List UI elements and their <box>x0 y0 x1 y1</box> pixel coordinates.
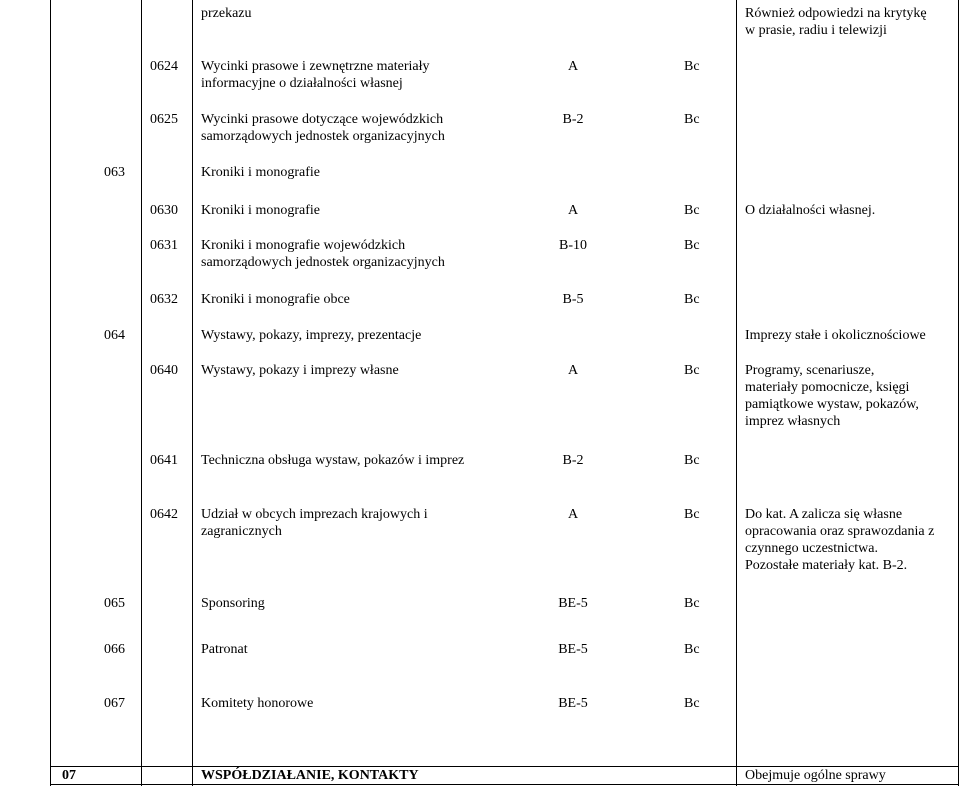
last-row-underline <box>50 784 959 785</box>
row-code: 0640 <box>150 363 178 378</box>
row-name: Kroniki i monografie wojewódzkich samorządowych jednostek organizacyjnych <box>201 238 445 270</box>
row-category-a: BE-5 <box>558 596 588 611</box>
row-name: przekazu <box>201 6 252 21</box>
row-category-a: B-2 <box>562 112 584 127</box>
row-category-a: B-5 <box>562 292 584 307</box>
row-code: 0630 <box>150 203 178 218</box>
row-category-b: Bc <box>684 363 700 378</box>
row-category-b: Bc <box>684 59 700 74</box>
row-code: 0625 <box>150 112 178 127</box>
row-category-a: A <box>567 203 579 218</box>
row-name: Kroniki i monografie <box>201 165 320 180</box>
row-name: Komitety honorowe <box>201 696 314 711</box>
row-category-b: Bc <box>684 696 700 711</box>
row-category-b: Bc <box>684 112 700 127</box>
row-category-a: A <box>567 59 579 74</box>
row-category-b: Bc <box>684 203 700 218</box>
row-code: 063 <box>104 165 125 180</box>
row-note: Do kat. A zalicza się własne opracowania oraz sprawozdania z czynnego uczestnictwa. Pozostałe materiały kat. B-2. <box>745 507 935 573</box>
row-note: Również odpowiedzi na krytykę w prasie, radiu i telewizji <box>745 6 927 38</box>
row-category-b: Bc <box>684 507 700 522</box>
row-category-a: B-10 <box>559 238 587 253</box>
row-category-a: B-2 <box>562 453 584 468</box>
row-code: 0631 <box>150 238 178 253</box>
row-name: Wystawy, pokazy i imprezy własne <box>201 363 399 378</box>
row-code: 0642 <box>150 507 178 522</box>
row-note: Programy, scenariusze, materiały pomocnicze, księgi pamiątkowe wystaw, pokazów, imprez własnych <box>745 363 919 429</box>
row-note: Imprezy stałe i okolicznościowe <box>745 328 926 343</box>
row-name: Kroniki i monografie obce <box>201 292 350 307</box>
row-name: Wystawy, pokazy, imprezy, prezentacje <box>201 328 422 343</box>
row-category-b: Bc <box>684 596 700 611</box>
grid-vline <box>141 0 142 786</box>
row-name: Kroniki i monografie <box>201 203 320 218</box>
row-category-b: Bc <box>684 642 700 657</box>
row-code: 07 <box>62 768 76 783</box>
grid-vline <box>50 0 51 786</box>
row-category-a: BE-5 <box>558 696 588 711</box>
row-name: Wycinki prasowe dotyczące wojewódzkich samorządowych jednostek organizacyjnych <box>201 112 445 144</box>
row-name: Udział w obcych imprezach krajowych i zagranicznych <box>201 507 428 539</box>
row-name: Sponsoring <box>201 596 265 611</box>
row-code: 0632 <box>150 292 178 307</box>
grid-vline <box>192 0 193 786</box>
row-category-a: A <box>567 363 579 378</box>
row-name: Patronat <box>201 642 248 657</box>
row-code: 066 <box>104 642 125 657</box>
row-code: 0624 <box>150 59 178 74</box>
row-code: 0641 <box>150 453 178 468</box>
row-code: 064 <box>104 328 125 343</box>
grid-vline <box>736 0 737 786</box>
row-name: Techniczna obsługa wystaw, pokazów i imprez <box>201 453 465 468</box>
row-category-b: Bc <box>684 292 700 307</box>
row-name: WSPÓŁDZIAŁANIE, KONTAKTY <box>201 768 419 783</box>
grid-vline <box>958 0 959 786</box>
row-category-b: Bc <box>684 453 700 468</box>
row-code: 065 <box>104 596 125 611</box>
row-note: Obejmuje ogólne sprawy <box>745 768 886 783</box>
row-category-a: BE-5 <box>558 642 588 657</box>
row-category-b: Bc <box>684 238 700 253</box>
row-category-a: A <box>567 507 579 522</box>
row-note: O działalności własnej. <box>745 203 876 218</box>
row-name: Wycinki prasowe i zewnętrzne materiały informacyjne o działalności własnej <box>201 59 430 91</box>
row-code: 067 <box>104 696 125 711</box>
